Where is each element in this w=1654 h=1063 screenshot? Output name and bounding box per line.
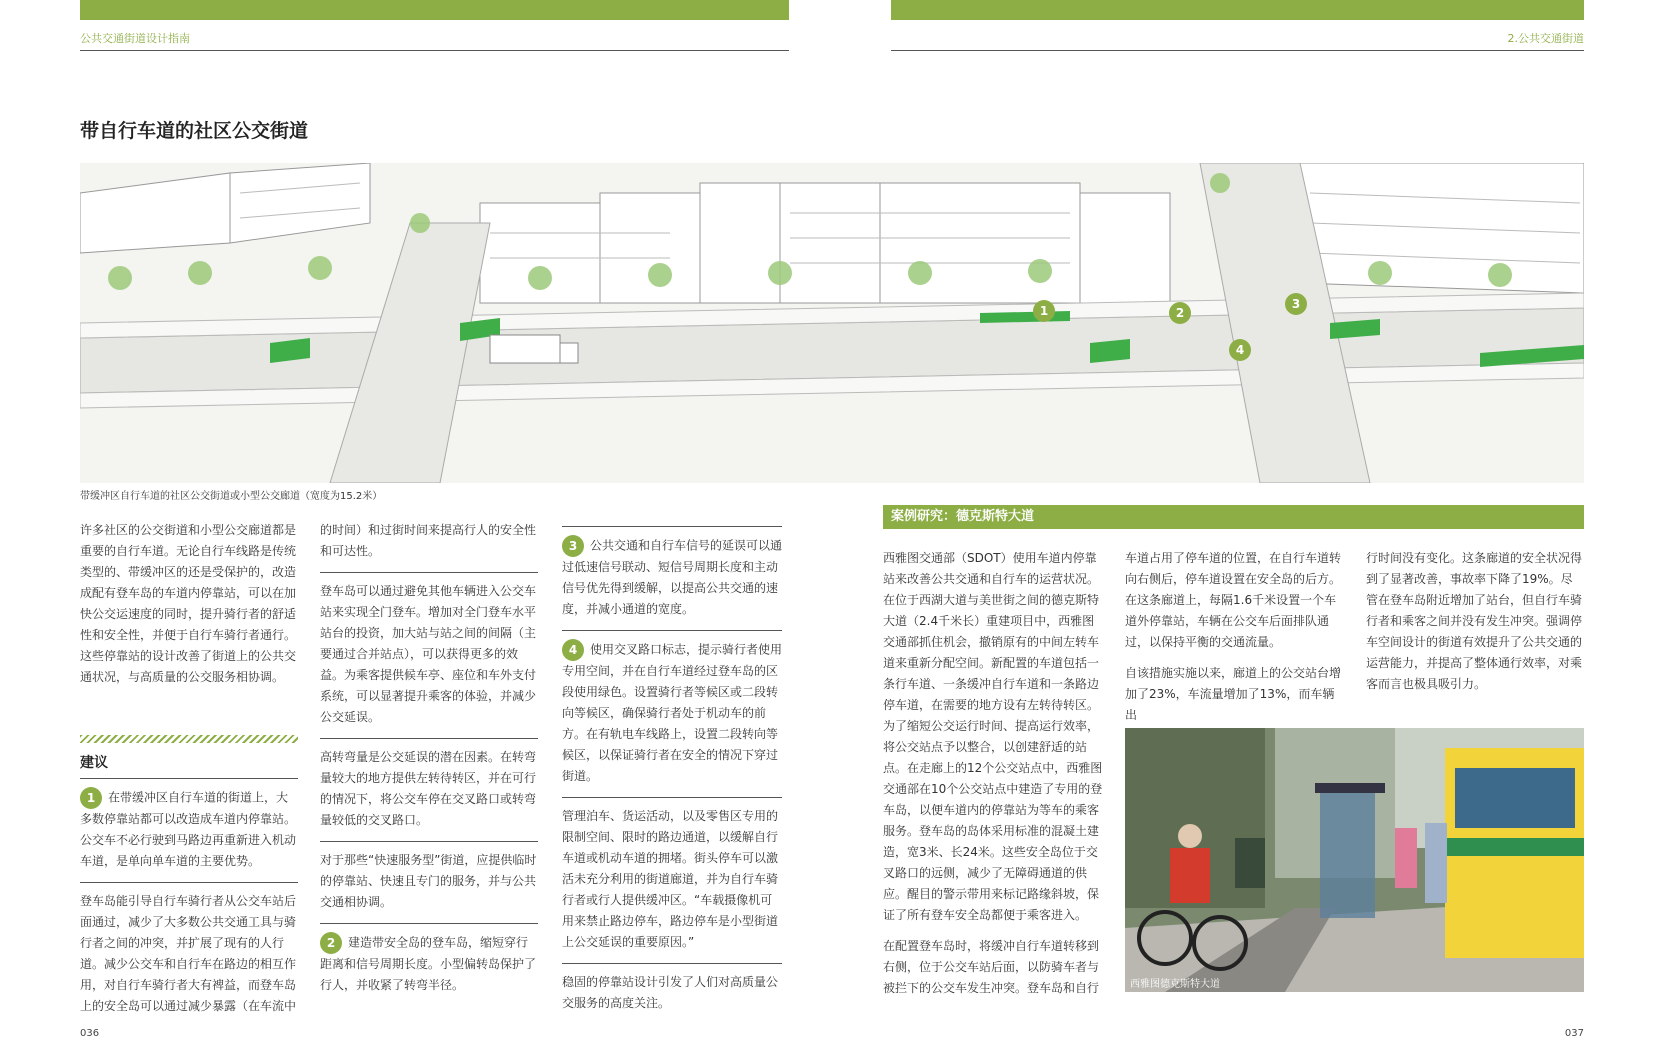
paragraph: 的时间）和过街时间来提高行人的安全性和可达性。 — [320, 523, 537, 558]
paragraph: 高转弯量是公交延误的潜在因素。在转弯量较大的地方提供左转待转区，并在可行的情况下，将公交车停在交叉路口或转弯量较低的交叉路口。 — [320, 750, 537, 827]
recommendations-heading: 建议 — [80, 755, 108, 771]
case-column-2 — [1125, 548, 1343, 736]
photo-caption: 西雅图德克斯特大道 — [1130, 979, 1220, 990]
illustration-marker-label: 2 — [1175, 306, 1185, 320]
left-running-header: 公共交通街道设计指南 — [80, 32, 190, 45]
street-illustration — [80, 163, 1584, 483]
paragraph: 登车岛能引导自行车骑行者从公交车站后面通过，减少了大多数公共交通工具与骑行者之间的冲突，并扩展了现有的人行道。减少公交车和自行车在路边的相互作用，对自行车骑行者大有裨益，而登车岛上的安全岛可以通过减少暴露（在车流中 — [80, 894, 297, 1013]
dexter-avenue-photo — [1125, 728, 1584, 992]
column-3 — [562, 520, 782, 1024]
case-study-heading: 案例研究：德克斯特大道 — [883, 505, 1584, 529]
rec-2-text: 建造带安全岛的登车岛，缩短穿行距离和信号周期长度。小型偏转岛保护了行人，并收紧了转弯半径。 — [320, 935, 537, 992]
illustration-caption: 带缓冲区自行车道的社区公交街道或小型公交廊道（宽度为15.2米） — [80, 491, 383, 502]
paragraph: 自该措施实施以来，廊道上的公交站台增加了23%，车流量增加了13%，而车辆出 — [1125, 666, 1342, 722]
rec-1-text: 在带缓冲区自行车道的街道上，大多数停靠站都可以改造成车道内停靠站。公交车不必行驶到马路边再重新进入机动车道，是单向单车道的主要优势。 — [80, 790, 297, 868]
left-top-bar — [80, 0, 789, 20]
case-column-1 — [883, 548, 1103, 1009]
divider — [562, 526, 782, 527]
illustration-marker-label: 1 — [1039, 304, 1049, 318]
intro-paragraph: 许多社区的公交街道和小型公交廊道都是重要的自行车道。无论自行车线路是传统类型的、带缓冲区的还是受保护的，改造成配有登车岛的车道内停靠站，可以在加快公交运速度的同时，提升骑行者的舒适性和安全性，并便于自行车骑行者通行。这些停靠站的设计改善了街道上的公共交通状况，与高质量的公交服务相协调。 — [80, 523, 297, 684]
rec-number-1: 1 — [80, 787, 102, 809]
right-top-bar — [891, 0, 1584, 20]
rec-number-3: 3 — [562, 535, 584, 557]
divider — [562, 797, 782, 798]
rec-number-4: 4 — [562, 639, 584, 661]
paragraph: 登车岛可以通过避免其他车辆进入公交车站来实现全门登车。增加对全门登车水平站台的投资，加大站与站之间的间隔（主要通过合并站点），可以获得更多的效益。为乘客提供候车亭、座位和车外支付系统，可以显著提升乘客的体验，并减少公交延误。 — [320, 584, 537, 724]
paragraph: 稳固的停靠站设计引发了人们对高质量公交服务的高度关注。 — [562, 975, 779, 1010]
page-title: 带自行车道的社区公交街道 — [80, 120, 309, 142]
column-2 — [320, 520, 538, 1006]
divider — [320, 923, 538, 924]
column-1-lower — [80, 772, 298, 1027]
divider — [562, 630, 782, 631]
left-header-rule — [80, 50, 789, 51]
left-page-number: 036 — [80, 1028, 100, 1039]
column-1 — [80, 520, 298, 698]
paragraph: 对于那些“快速服务型”街道，应提供临时的停靠站、快速且专门的服务，并与公共交通相协调。 — [320, 853, 537, 909]
rec-3-text: 公共交通和自行车信号的延误可以通过低速信号联动、短信号周期长度和主动信号优先得到缓解，以提高公共交通的速度，并减小通道的宽度。 — [562, 538, 783, 616]
illustration-marker-label: 3 — [1291, 297, 1301, 311]
right-running-header: 2.公共交通街道 — [1507, 32, 1584, 45]
paragraph: 在配置登车岛时，将缓冲自行车道转移到右侧，位于公交车站后面，以防骑车者与被拦下的公交车发生冲突。登车岛和自行 — [883, 939, 1100, 995]
divider — [320, 572, 538, 573]
paragraph: 行时间没有变化。这条廊道的安全状况得到了显著改善，事故率下降了19%。尽管在登车岛附近增加了站台，但自行车骑行者和乘客之间并没有发生冲突。强调停车空间设计的街道有效提升了公共交通的运营能力，并提高了整体通行效率，对乘客而言也极具吸引力。 — [1366, 551, 1583, 691]
right-header-rule — [891, 50, 1584, 51]
divider — [80, 778, 298, 779]
divider — [80, 882, 298, 883]
paragraph: 车道占用了停车道的位置，在自行车道转向右侧后，停车道设置在安全岛的后方。在这条廊道上，每隔1.6千米设置一个车道外停靠站，车辆在公交车后面排队通过，以保持平衡的交通流量。 — [1125, 551, 1342, 649]
illustration-marker-label: 4 — [1235, 343, 1245, 357]
right-page-number: 037 — [1564, 1028, 1584, 1039]
divider — [320, 738, 538, 739]
rec-4-text: 使用交叉路口标志，提示骑行者使用专用空间，并在自行车道经过登车岛的区段使用绿色。设置骑行者等候区或二段转向等候区，确保骑行者处于机动车的前方。在有轨电车线路上，设置二段转向等候区，以保证骑行者在安全的情况下穿过街道。 — [562, 642, 783, 783]
divider — [320, 841, 538, 842]
hatch-divider — [80, 735, 298, 743]
case-column-3 — [1366, 548, 1584, 705]
rec-number-2: 2 — [320, 932, 342, 954]
paragraph: 管理泊车、货运活动，以及零售区专用的限制空间、限时的路边通道，以缓解自行车道或机动车道的拥堵。街头停车可以激活未充分利用的街道廊道，并为自行车骑行者或行人提供缓冲区。“车载摄像机可用来禁止路边停车，路边停车是小型街道上公交延误的重要原因。” — [562, 809, 779, 949]
divider — [562, 963, 782, 964]
paragraph: 西雅图交通部（SDOT）使用车道内停靠站来改善公共交通和自行车的运营状况。在位于西湖大道与美世街之间的德克斯特大道（2.4千米长）重建项目中，西雅图交通部抓住机会，撤销原有的中间左转车道来重新分配空间。新配置的车道包括一条行车道、一条缓冲自行车道和一条路边停车道，在需要的地方设有左转待转区。为了缩短公交运行时间、提高运行效率，将公交站点予以整合，以创建舒适的站点。在走廊上的12个公交站点中，西雅图交通部在10个公交站点中建造了专用的登车岛，以便车道内的停靠站为等车的乘客服务。登车岛的岛体采用标准的混凝土建造，宽3米、长24米。这些安全岛位于交叉路口的远侧，减少了无障碍通道的供应。醒目的警示带用来标记路缘斜坡，保证了所有登车安全岛都便于乘客进入。 — [883, 551, 1103, 922]
